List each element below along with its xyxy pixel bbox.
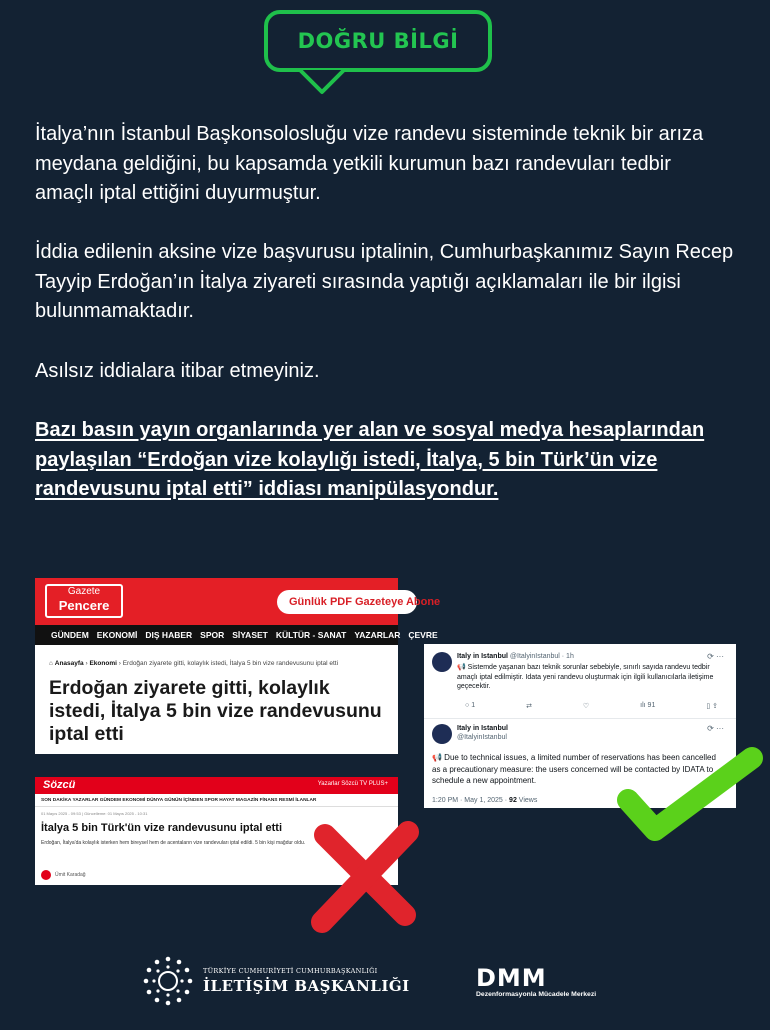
more-options-icon[interactable]: ⟳ ··· [707, 652, 724, 661]
timestamp-text: 1:20 PM · May 1, 2025 · [432, 797, 510, 804]
paragraph-1: İtalya’nın İstanbul Başkonsolosluğu vize randevu sisteminde teknik bir arıza meydana geldiğini, bu kapsamda yetkili kurumun bazı randevuları tedbir amaçlı iptal ettiğini duyurmuştur. [35, 123, 704, 204]
dmm-logo [476, 966, 596, 998]
badge-label: DOĞRU BİLGİ [297, 29, 459, 53]
tweet-age: · 1h [561, 653, 574, 660]
star-emblem-icon [143, 956, 193, 1006]
red-cross-icon [322, 832, 408, 922]
sz-author-name: Ümit Karadağ [55, 872, 86, 878]
views-count: 91 [647, 702, 656, 709]
tweet-handle-2[interactable]: @ItalyinIstanbul [457, 734, 507, 741]
paragraph-3: Asılsız iddialara itibar etmeyiniz. [35, 360, 320, 382]
reply-icon[interactable]: ○ 1 [465, 702, 476, 709]
gp-nav-item[interactable]: GÜNDEM [51, 630, 89, 640]
views-label: Views [516, 797, 538, 804]
gp-nav-item[interactable]: SPOR [200, 630, 225, 640]
sz-logo: Sözcü [43, 779, 76, 791]
chevron-right-icon: › [85, 660, 90, 667]
gp-headline: Erdoğan ziyarete gitti, kolaylık istedi, İtalya 5 bin vize randevusunu iptal etti [49, 677, 382, 745]
manipulation-claim-text: Bazı basın yayın organlarında yer alan ve sosyal medya hesaplarından paylaşılan “Erdoğan vize kolaylığı istedi, İtalya, 5 bin Türk’ün vize randevusunu iptal etti” iddiası manipülasyondur. [35, 419, 705, 500]
green-check-icon [628, 758, 752, 830]
gp-pdf-subscribe-button[interactable]: Günlük PDF Gazeteye Abone [277, 590, 417, 614]
gp-logo-line2: Pencere [58, 598, 110, 613]
gp-crumb-page: Erdoğan ziyarete gitti, kolaylık istedi, İtalya 5 bin vize randevusunu iptal etti [122, 660, 339, 667]
gp-nav-item[interactable]: YAZARLAR [354, 630, 401, 640]
tweet-author-name[interactable]: Italy in Istanbul [457, 653, 508, 660]
paragraph-2: İddia edilenin aksine vize başvurusu iptalinin, Cumhurbaşkanımız Sayın Recep Tayyip Erdoğan’ın İtalya ziyareti sırasında yaptığı açıklamaları ile bir ilgisi bulunmamaktadır. [35, 241, 734, 322]
iletisim-baskanligi-logo [143, 956, 410, 1006]
chevron-right-icon: › [118, 660, 123, 667]
tweet-handle[interactable]: @ItalyinIstanbul [509, 653, 560, 660]
footer-left-small: TÜRKİYE CUMHURİYETİ CUMHURBAŞKANLIĞI [203, 967, 378, 975]
sz-headline: İtalya 5 bin Türk'ün vize randevusunu iptal etti [41, 822, 282, 834]
gp-crumb-section[interactable]: Ekonomi [89, 660, 117, 667]
gp-crumb-home[interactable]: Anasayfa [54, 660, 84, 667]
sz-summary: Erdoğan, İtalya'da kolaylık isterken hem bireysel hem de acentaların vize randevuları iptal edildi. 5 bin kişi mağdur oldu. [41, 840, 306, 846]
like-icon[interactable]: ♡ [582, 703, 590, 710]
gp-nav-item[interactable]: KÜLTÜR - SANAT [275, 630, 347, 640]
dmm-wordmark: DMM [476, 964, 547, 992]
tweet-text-en: 📢 Due to technical issues, a limited number of reservations has been cancelled as a precautionary measure: the users concerned will be contacted by IDATA to schedule a new appointment. [432, 753, 716, 785]
retweet-icon[interactable]: ⇄ [526, 703, 532, 710]
tweet-author-name-2[interactable]: Italy in Istanbul [457, 725, 508, 732]
gp-nav-item[interactable]: SİYASET [232, 630, 268, 640]
sz-nav-bar[interactable]: SON DAKİKA YAZARLAR GÜNDEM EKONOMİ DÜNYA GÜNÜN İÇİNDEN SPOR HAYAT MAGAZİN FİNANS RESMİ İLANLAR [35, 794, 398, 807]
sz-meta: 01 Mayıs 2025 - 09:53 | Güncelleme: 01 Mayıs 2025 - 10:31 [41, 811, 148, 816]
views-number: 92 [509, 797, 517, 804]
sz-top-links[interactable]: Yazarlar Sözcü TV PLUS+ [317, 781, 388, 787]
reply-count: 1 [471, 702, 476, 709]
tweet-text-tr: 📢 Sistemde yaşanan bazı teknik sorunlar sebebiyle, sınırlı sayıda randevu tedbir amaçlı iptal edilmiştir. Idata yeni randevu oluşturmak için ilgili kullanıcılarla iletişime geçecektir. [457, 664, 714, 690]
views-icon[interactable]: ılı 91 [640, 702, 656, 709]
gp-nav-item[interactable]: ÇEVRE [408, 630, 438, 640]
footer-left-big: İLETİŞİM BAŞKANLIĞI [203, 977, 410, 995]
dmm-subtitle: Dezenformasyonla Mücadele Merkezi [476, 991, 597, 998]
more-options-icon[interactable]: ⟳ ··· [707, 724, 724, 733]
bookmark-icon[interactable]: ▯ ⇪ [706, 703, 718, 710]
gp-logo-line1: Gazete [67, 586, 101, 597]
home-icon: ⌂ [49, 660, 53, 667]
gp-nav-item[interactable]: DIŞ HABER [145, 630, 193, 640]
gp-nav-item[interactable]: EKONOMİ [96, 630, 138, 640]
